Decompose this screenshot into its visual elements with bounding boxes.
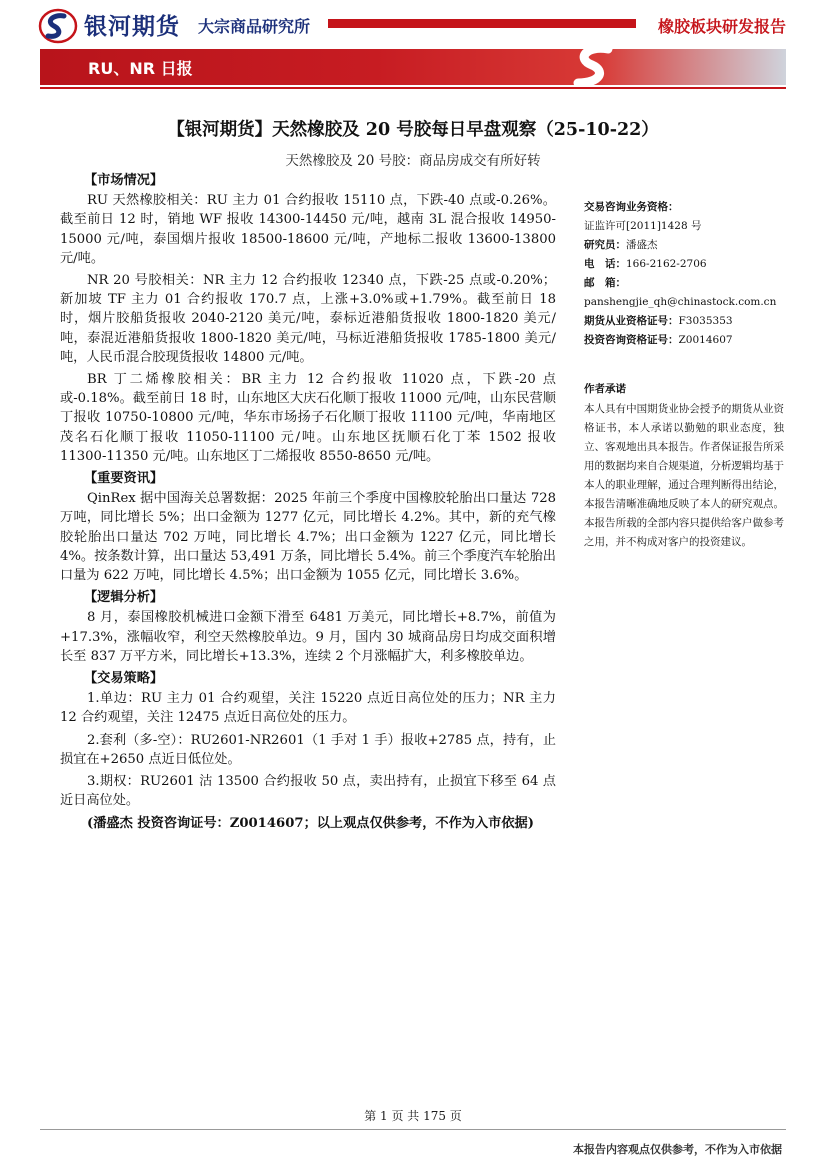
- paragraph-ru: RU 天然橡胶相关：RU 主力 01 合约报收 15110 点，下跌-40 点或-0.26%。截至前日 12 时，销地 WF 报收 14300-14450 元/吨，越南 3L 混合报收 14950-15000 元/吨，泰国烟片报收 18500-18600 元/吨，产地标二报收 13600-13800 元/吨。: [60, 193, 556, 266]
- commitment-text: 本人具有中国期货业协会授予的期货从业资格证书，本人承诺以勤勉的职业态度，独立、客观地出具本报告。作者保证报告所采用的数据均来自合规渠道，分析逻辑均基于本人的职业理解，通过合理判断得出结论，本报告清晰准确地反映了本人的研究观点。本报告所载的全部内容只提供给客户做参考之用，并不构成对客户的投资建议。: [584, 403, 784, 548]
- paragraph-br: BR 丁二烯橡胶相关：BR 主力 12 合约报收 11020 点，下跌-20 点或-0.18%。截至前日 18 时，山东地区大庆石化顺丁报收 11000 元/吨，山东民营顺丁报收 10750-10800 元/吨，华东市场扬子石化顺丁报收 11100 元/吨，华南地区茂名石化顺丁报收 11050-11100 元/吨。山东地区抚顺石化丁苯 1502 报收 11300-11350 元/吨。山东地区丁二烯报收 8550-8650 元/吨。: [60, 372, 556, 464]
- report-type: 橡胶板块研发报告: [657, 17, 786, 36]
- paragraph-strategy-option: 3.期权：RU2601 沽 13500 合约报收 50 点，卖出持有，止损宜下移至 64 点近日高位处。: [60, 774, 556, 809]
- commitment-heading: 作者承诺: [584, 383, 626, 395]
- institute-name: 大宗商品研究所: [198, 17, 311, 36]
- email-address[interactable]: panshengjie_qh@chinastock.com.cn: [584, 296, 777, 308]
- brand-name: 银河期货: [84, 14, 180, 40]
- title-banner: [40, 49, 786, 85]
- qualification-heading: 交易咨询业务资格：: [584, 201, 679, 213]
- phone-label: 电 话：: [584, 258, 626, 270]
- paragraph-strategy-single: 1.单边：RU 主力 01 合约观望，关注 15220 点近日高位处的压力；NR 主力 12 合约观望，关注 12475 点近日高位处的压力。: [60, 691, 556, 726]
- closing-note: (潘盛杰 投资咨询证号：Z0014607；以上观点仅供参考，不作为入市依据): [87, 815, 534, 831]
- page-number: 第 1 页 共 175 页: [364, 1109, 462, 1123]
- banner-title: RU、NR 日报: [88, 59, 193, 78]
- swoosh-logo-icon: [564, 43, 620, 89]
- futures-cert-label: 期货从业资格证号：: [584, 315, 679, 327]
- footer-divider: [40, 1129, 786, 1130]
- main-content: [60, 170, 556, 836]
- section-heading-strategy: 【交易策略】: [84, 671, 164, 687]
- footer-disclaimer: 本报告内容观点仅供参考，不作为入市依据: [573, 1143, 782, 1156]
- license-number: 证监许可[2011]1428 号: [584, 220, 702, 232]
- researcher-name: 潘盛杰: [626, 239, 658, 251]
- email-label: 邮 箱：: [584, 277, 626, 289]
- section-heading-logic: 【逻辑分析】: [84, 590, 164, 606]
- document-subtitle: 天然橡胶及 20 号胶：商品房成交有所好转: [285, 153, 541, 169]
- banner-underline: [40, 87, 786, 89]
- paragraph-strategy-arbitrage: 2.套利（多-空）：RU2601-NR2601（1 手对 1 手）报收+2785 点，持有，止损宜在+2650 点近日低位处。: [60, 732, 556, 767]
- invest-cert-number: Z0014607: [678, 334, 733, 346]
- galaxy-logo-icon: [38, 8, 78, 44]
- phone-number: 166-2162-2706: [626, 258, 707, 270]
- paragraph-nr: NR 20 号胶相关：NR 主力 12 合约报收 12340 点，下跌-25 点或-0.20%；新加坡 TF 主力 01 合约报收 170.7 点，上涨+3.0%或+1.79%。截至前日 18 时，烟片胶船货报收 2040-2120 美元/吨，泰标近港船货报收 1800-1820 美元/吨，泰混近港船货报收 1800-1820 美元/吨，马标近港船货报收 1785-1800 美元/吨，人民币混合胶现货报收 14800 元/吨。: [60, 273, 556, 365]
- document-title: 【银河期货】天然橡胶及 20 号胶每日早盘观察（25-10-22）: [167, 120, 659, 140]
- paragraph-news: QinRex 据中国海关总署数据：2025 年前三个季度中国橡胶轮胎出口量达 728 万吨，同比增长 5%；出口金额为 1277 亿元，同比增长 4.2%。其中，新的充气橡胶轮胎出口量达 702 万吨，同比增长 4.7%；出口金额为 1227 亿元，同比增长 4%。按条数计算，出口量达 53,491 万条，同比增长 5.4%。前三个季度汽车轮胎出口量为 622 万吨，同比增长 4.5%；出口金额为 1055 亿元，同比增长 3.6%。: [60, 491, 556, 584]
- author-sidebar: [584, 198, 784, 552]
- section-heading-news: 【重要资讯】: [84, 471, 164, 487]
- invest-cert-label: 投资咨询资格证号：: [584, 334, 679, 346]
- report-header: [0, 0, 826, 92]
- researcher-label: 研究员：: [584, 239, 626, 251]
- header-accent-bar: [328, 19, 636, 28]
- section-heading-market: 【市场情况】: [84, 173, 164, 188]
- paragraph-logic: 8 月，泰国橡胶机械进口金额下滑至 6481 万美元，同比增长+8.7%，前值为+17.3%，涨幅收窄，利空天然橡胶单边。9 月，国内 30 城商品房日均成交面积增长至 837 万平方米，同比增长+13.3%，连续 2 个月涨幅扩大，利多橡胶单边。: [60, 610, 556, 664]
- futures-cert-number: F3035353: [678, 315, 733, 327]
